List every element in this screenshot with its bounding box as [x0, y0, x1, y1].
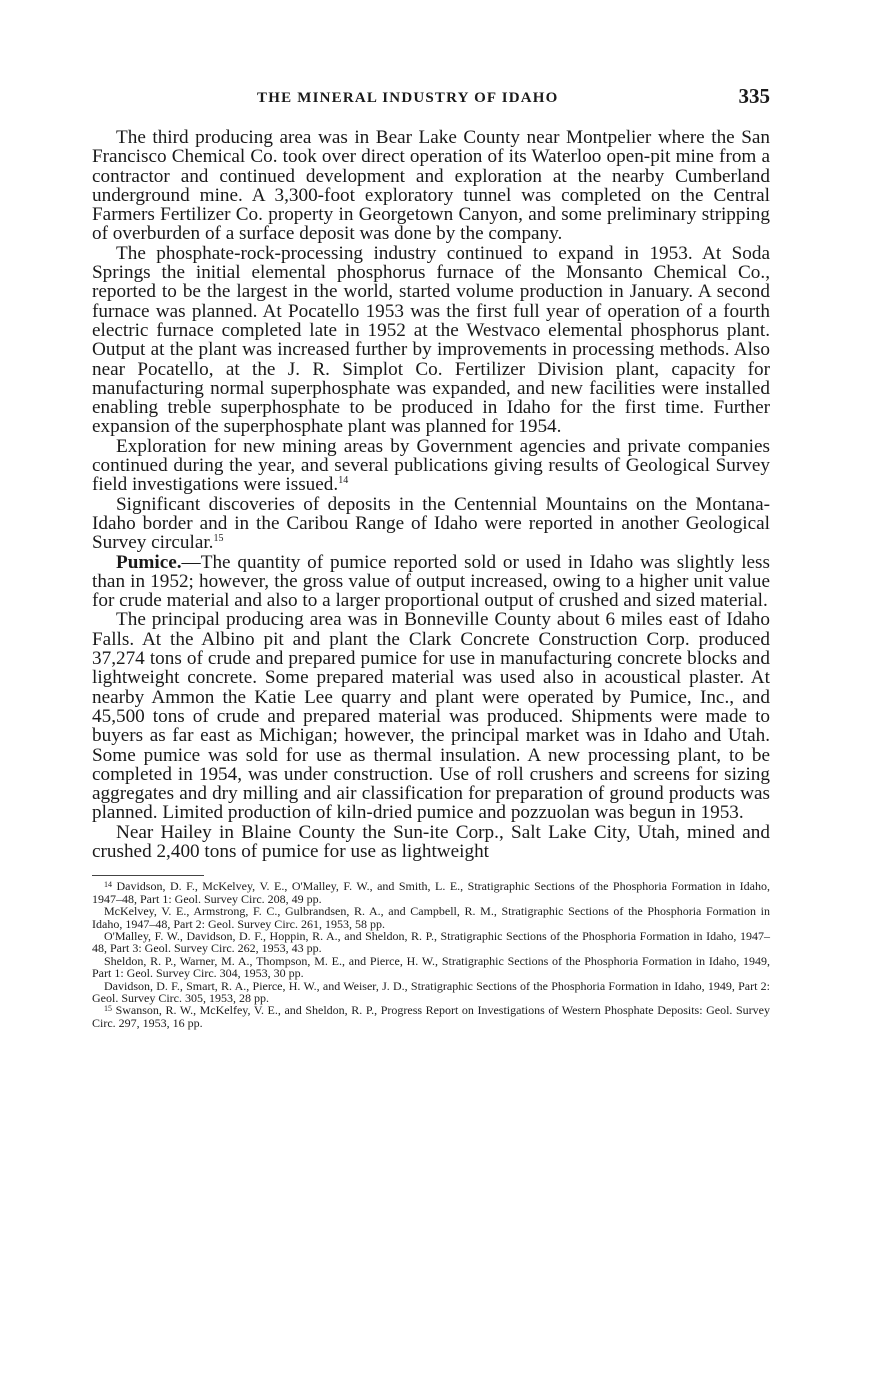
section-heading-pumice: Pumice. — [116, 551, 182, 573]
document-page — [92, 84, 770, 1029]
footnote: $^{15}$ Swanson, R. W., McKelfey, V. E., and Sheldon, R. P., Progress Report on Investigations of Western Phosphate Deposits: Geol. Survey Circ. 297, 1953, 16 pp. — [92, 1003, 770, 1030]
paragraph-exploration: Exploration for new mining areas by Government agencies and private companies continued during the year, and several publications giving results of Geological Survey field investigations were issued.$^{14}$ — [92, 435, 770, 496]
paragraph-hailey: Near Hailey in Blaine County the Sun-ite Corp., Salt Lake City, Utah, mined and crushed 2,400 tons of pumice for use as lightweight — [92, 821, 770, 862]
paragraph-pumice: Pumice.—The quantity of pumice reported sold or used in Idaho was slightly less than in 1952; however, the gross value of output increased, owing to a higher unit value for crude material and also to a larger proportional output of crushed and sized material. — [92, 551, 770, 612]
footnote-mark-15: 15 — [104, 1004, 112, 1014]
footnote-ref-15: 15 — [213, 533, 224, 545]
footnote: $^{14}$ Davidson, D. F., McKelvey, V. E., O'Malley, F. W., and Smith, L. E., Stratigraphic Sections of the Phosphoria Formation in Idaho, 1947–48, Part 1: Geol. Survey Circ. 208, 49 pp. — [92, 879, 770, 906]
paragraph-processing-industry: The phosphate-rock-processing industry continued to expand in 1953. At Soda Springs the initial elemental phosphorus furnace of the Monsanto Chemical Co., reported to be the largest in the world, started volume production in January. A second furnace was planned. At Pocatello 1953 was the first full year of operation of a fourth electric furnace completed late in 1952 at the Westvaco elemental phosphorus plant. Output at the plant was increased further by improvements in processing methods. Also near Pocatello, at the J. R. Simplot Co. Fertilizer Division plant, capacity for manufacturing normal superphosphate was expanded, and new facilities were installed enabling treble superphosphate to be produced in Idaho for the first time. Further expansion of the superphosphate plant was planned for 1954. — [92, 242, 770, 438]
running-head-title: THE MINERAL INDUSTRY OF IDAHO — [257, 90, 559, 106]
body-text — [92, 128, 770, 861]
footnote: O'Malley, F. W., Davidson, D. F., Hoppin, R. A., and Sheldon, R. P., Stratigraphic Sections of the Phosphoria Formation in Idaho, 1947–48, Part 3: Geol. Survey Circ. 262, 1953, 43 pp. — [92, 928, 770, 956]
footnote: Sheldon, R. P., Warner, M. A., Thompson, M. E., and Pierce, H. W., Stratigraphic Sections of the Phosphoria Formation in Idaho, 1949, Part 1: Geol. Survey Circ. 304, 1953, 30 pp. — [92, 953, 770, 981]
page-number: 335 — [738, 84, 770, 108]
paragraph-bonneville: The principal producing area was in Bonneville County about 6 miles east of Idaho Falls. At the Albino pit and plant the Clark Concrete Construction Corp. produced 37,274 tons of crude and prepared pumice for use in manufacturing concrete blocks and lightweight concrete. Some prepared material was used also in acoustical plaster. At nearby Ammon the Katie Lee quarry and plant were operated by Pumice, Inc., and 45,500 tons of crude and prepared material was produced. Shipments were made to buyers as far east as Michigan; however, the principal market was in Idaho and Utah. Some pumice was sold for use as thermal insulation. A new processing plant, to be completed in 1954, was under construction. Use of roll crushers and screens for sizing aggregates and dry milling and air classification for preparation of ground products was planned. Limited production of kiln-dried pumice and pozzuolan was begun in 1953. — [92, 609, 770, 824]
paragraph-discoveries: Significant discoveries of deposits in the Centennial Mountains on the Montana-Idaho border and in the Caribou Range of Idaho were reported in another Geological Survey circular.$^{15}$ — [92, 493, 770, 554]
paragraph-bear-lake: The third producing area was in Bear Lake County near Montpelier where the San Francisco Chemical Co. took over direct operation of its Waterloo open-pit mine from a contractor and continued development and exploration at the nearby Cumberland underground mine. A 3,300-foot exploratory tunnel was completed on the Central Farmers Fertilizer Co. property in Georgetown Canyon, and some preliminary stripping of overburden of a surface deposit was done by the company. — [92, 127, 770, 245]
footnote: McKelvey, V. E., Armstrong, F. C., Gulbrandsen, R. A., and Campbell, R. M., Stratigraphic Sections of the Phosphoria Formation in Idaho, 1947–48, Part 2: Geol. Survey Circ. 261, 1953, 58 pp. — [92, 904, 770, 931]
footnote: Davidson, D. F., Smart, R. A., Pierce, H. W., and Weiser, J. D., Stratigraphic Sections of the Phosphoria Formation in Idaho, 1949, Part 2: Geol. Survey Circ. 305, 1953, 28 pp. — [92, 978, 770, 1005]
running-head — [92, 84, 770, 114]
footnote-mark-14: 14 — [104, 880, 112, 890]
footnotes — [92, 880, 770, 1029]
footnote-ref-14: 14 — [338, 475, 349, 487]
footnote-divider — [92, 875, 204, 876]
